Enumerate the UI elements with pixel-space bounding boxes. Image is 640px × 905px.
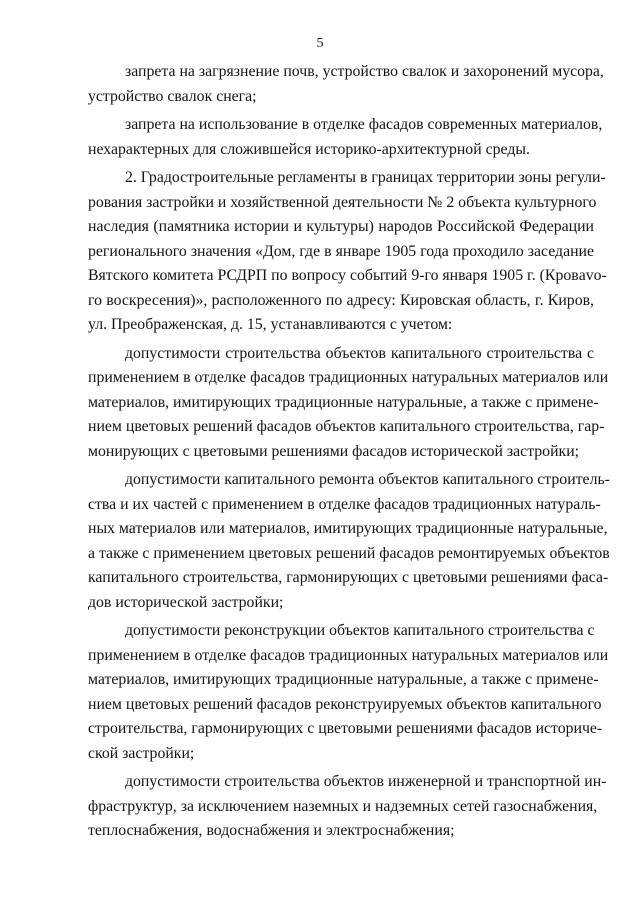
text-line: устройство свалок снега; xyxy=(88,87,257,105)
text-line: допустимости капитального ремонта объектов капитального строитель- xyxy=(125,471,610,488)
text-line: материалов, имитирующих традиционные натуральные, а также с примене- xyxy=(88,671,599,688)
text-line: строительства, гармонирующих с цветовыми решениями фасадов историче- xyxy=(88,720,603,737)
text-line: нием цветовых решений фасадов объектов капитального строительства, гар- xyxy=(88,418,605,435)
paragraph-urban-regulations xyxy=(88,166,607,338)
text-line: наследия (памятника истории и культуры) народов Российской Федерации xyxy=(88,218,594,235)
text-line: допустимости строительства объектов капитального строительства с xyxy=(125,344,594,362)
text-line: а также с применением цветовых решений фасадов ремонтируемых объектов xyxy=(88,544,610,562)
page-number: 5 xyxy=(316,36,324,51)
text-line: ул. Преображенская, д. 15, устанавливаются с учетом: xyxy=(88,316,453,333)
text-line: рования застройки и хозяйственной деятельности № 2 объекта культурного xyxy=(88,193,597,211)
text-line: допустимости строительства объектов инженерной и транспортной ин- xyxy=(125,773,607,790)
text-line: применением в отделке фасадов традиционных натуральных материалов или xyxy=(88,646,609,664)
text-line: ных материалов или материалов, имитирующих традиционные натуральные, xyxy=(88,520,608,537)
paragraph-reconstruction-allowance xyxy=(88,619,609,766)
paragraph-construction-allowance xyxy=(88,342,609,465)
text-line: капитального строительства, гармонирующих с цветовыми решениями фаса- xyxy=(88,569,609,586)
text-line: монирующих с цветовыми решениями фасадов исторической застройки; xyxy=(88,442,580,460)
text-line: запрета на загрязнение почв, устройство свалок и захоронений мусора, xyxy=(125,63,604,80)
document-body xyxy=(88,60,610,844)
paragraph-modern-materials-ban xyxy=(88,113,603,162)
text-line: го воскресения)», расположенного по адресу: Кировская область, г. Киров, xyxy=(88,291,594,309)
text-line: 2. Градостроительные регламенты в границах территории зоны регули- xyxy=(125,169,606,186)
text-line: дов исторической застройки; xyxy=(88,593,284,611)
paragraph-repair-allowance xyxy=(88,468,610,615)
text-line: материалов, имитирующих традиционные натуральные, а также с примене- xyxy=(88,393,599,411)
text-line: ской застройки; xyxy=(88,744,195,762)
text-line: запрета на использование в отделке фасадов современных материалов, xyxy=(125,116,603,133)
paragraph-infrastructure-allowance xyxy=(88,770,607,844)
text-line: нием цветовых решений фасадов реконструируемых объектов капитального xyxy=(88,695,602,713)
text-line: теплоснабжения, водоснабжения и электроснабжения; xyxy=(88,822,455,839)
text-line: Вятского комитета РСДРП по вопросу событий 9-го января 1905 г. (Кровavo- xyxy=(88,267,607,284)
text-line: регионального значения «Дом, где в январе 1905 года проходило заседание xyxy=(88,242,594,260)
text-line: допустимости реконструкции объектов капитального строительства с xyxy=(125,622,595,639)
text-line: фраструктур, за исключением наземных и надземных сетей газоснабжения, xyxy=(88,797,598,815)
text-line: нехарактерных для сложившейся историко-архитектурной среды. xyxy=(88,140,530,158)
paragraph-soil-pollution-ban xyxy=(88,60,604,109)
text-line: ства и их частей с применением в отделке фасадов традиционных натураль- xyxy=(88,495,601,513)
text-line: применением в отделке фасадов традиционных натуральных материалов или xyxy=(88,369,609,386)
